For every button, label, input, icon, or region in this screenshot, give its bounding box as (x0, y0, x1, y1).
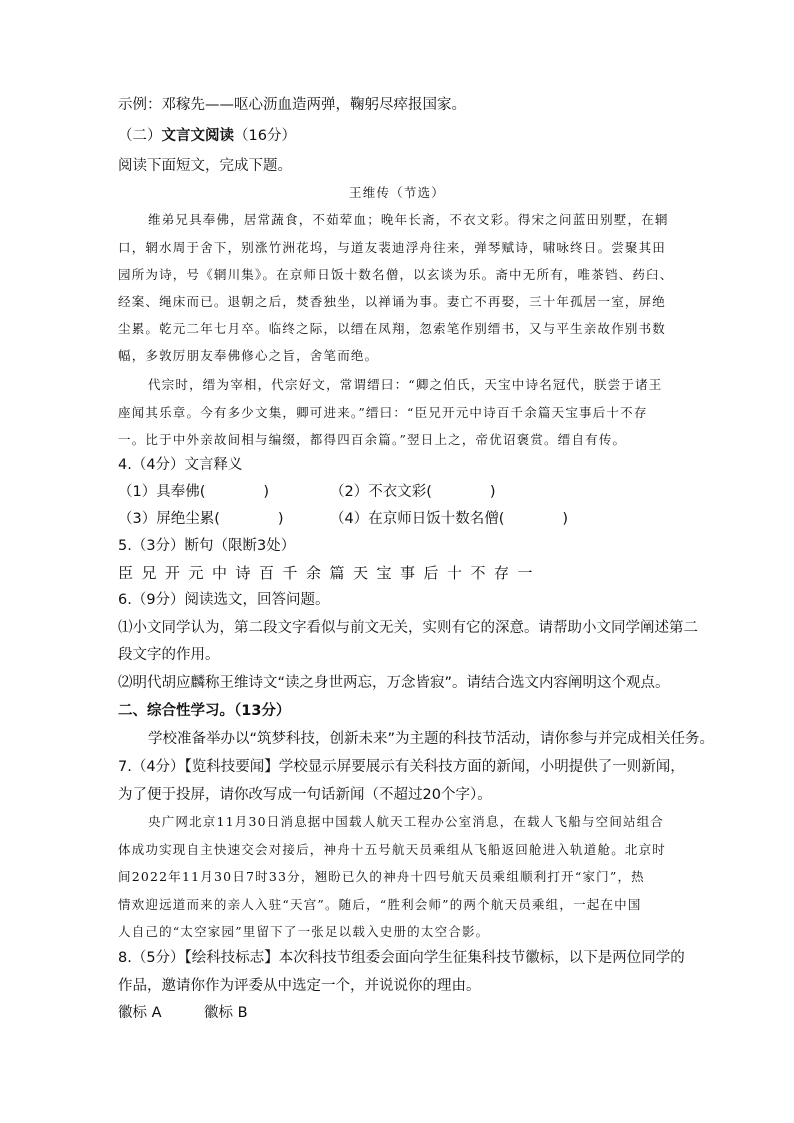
activity-intro: 学校准备举办以“筑梦科技，创新未来”为主题的科技节活动，请你参与并完成相关任务。 (148, 731, 715, 747)
news-line: 体成功实现自主快速交会对接后，神舟十五号航天员乘组从飞船返回舱进入轨道舱。北京时 (118, 842, 667, 857)
q4-item-4: （4）在京师日饭十数名僧( ) (330, 511, 569, 527)
punctuation-sentence: 臣兄开元中诗百千余篇天宝事后十不存一 (118, 564, 542, 582)
q6-part-2: ⑵明代胡应麟称王维诗文“读之身世两忘，万念皆寂”。请结合选文内容阐明这个观点。 (118, 675, 670, 691)
question-4: 4.（4分）文言释义 (118, 457, 243, 473)
passage-line: 尘累。乾元二年七月卒。临终之际，以缙在凤翔，忽索笔作别缙书，又与平生亲故作别书数 (118, 321, 667, 336)
passage-line: 代宗时，缙为宰相，代宗好文，常谓缙曰：“卿之伯氏，天宝中诗名冠代，朕尝于诸王 (148, 377, 663, 392)
question-8-cont: 作品，邀请你作为评委从中选定一个，并说说你的理由。 (118, 978, 481, 994)
passage-line: 幅，多敦厉朋友奉佛修心之旨，舍笔而绝。 (118, 348, 379, 363)
passage-line: 经案、绳床而已。退朝之后，焚香独坐，以禅诵为事。妻亡不再娶，三十年孤居一室，屏绝 (118, 294, 667, 309)
emblem-a-label: 徽标 A (118, 1005, 162, 1021)
passage-line: 园所为诗，号《辋川集》。在京师日饭十数名僧，以玄谈为乐。斋中无所有，唯茶铛、药臼、 (118, 267, 674, 282)
q6-part-1: ⑴小文同学认为，第二段文字看似与前文无关，实则有它的深意。请帮助小文同学阐述第二 (118, 620, 698, 636)
example-line: 示例：邓稼先——呕心沥血造两弹，鞠躬尽瘁报国家。 (118, 97, 466, 113)
news-line: 间2022年11月30日7时33分，翘盼已久的神舟十四号航天员乘组顺利打开“家门”，热 (118, 869, 645, 884)
section-heading-classical (118, 126, 296, 146)
passage-line: 维弟兄具奉佛，居常蔬食，不茹荤血；晚年长斋，不衣文彩。得宋之问蓝田别墅，在辋 (148, 212, 669, 227)
news-line: 情欢迎远道而来的亲人入驻“天宫”。随后，“胜利会师”的两个航天员乘组，一起在中国 (118, 897, 642, 912)
news-line: 人自己的“太空家园”里留下了一张足以载入史册的太空合影。 (118, 924, 490, 939)
passage-title: 王维传（节选） (349, 185, 445, 200)
question-7: 7.（4分）【览科技要闻】学校显示屏要展示有关科技方面的新闻，小明提供了一则新闻， (118, 759, 685, 775)
section-title: 文言文阅读 (161, 128, 234, 144)
section-number: （二） (118, 128, 162, 144)
question-7-cont: 为了便于投屏，请你改写成一句话新闻（不超过20个字）。 (118, 787, 492, 803)
passage-line: 座闻其乐章。今有多少文集，卿可进来。”缙曰：“臣兄开元中诗百千余篇天宝事后十不存 (118, 405, 648, 420)
instruction-text: 阅读下面短文，完成下题。 (118, 158, 292, 174)
news-line: 央广网北京11月30日消息据中国载人航天工程办公室消息，在载人飞船与空间站组合 (148, 814, 665, 829)
q4-item-2: （2）不衣文彩( ) (330, 484, 496, 500)
section-heading-comprehensive: 二、综合性学习。（13分） (118, 703, 291, 719)
section-score: （16分） (234, 128, 296, 144)
emblem-b-label: 徽标 B (204, 1005, 248, 1021)
passage-line: 一。比于中外亲故间相与编缀，都得四百余篇。”翌日上之，帝优诏褒赏。缙自有传。 (118, 432, 627, 447)
q4-item-1: （1）具奉佛( ) (118, 484, 270, 500)
question-5: 5.（3分）断句（限断3处） (118, 538, 296, 554)
q4-item-3: （3）屏绝尘累( ) (118, 511, 284, 527)
passage-line: 口，辋水周于舍下，别涨竹洲花坞，与道友裴迪浮舟往来，弹琴赋诗，啸咏终日。尝聚其田 (118, 240, 667, 255)
question-8: 8.（5分）【绘科技标志】本次科技节组委会面向学生征集科技节徽标，以下是两位同学的 (118, 950, 685, 966)
q6-part-1-cont: 段文字的作用。 (118, 647, 220, 663)
question-6: 6.（9分）阅读选文，回答问题。 (118, 592, 330, 608)
